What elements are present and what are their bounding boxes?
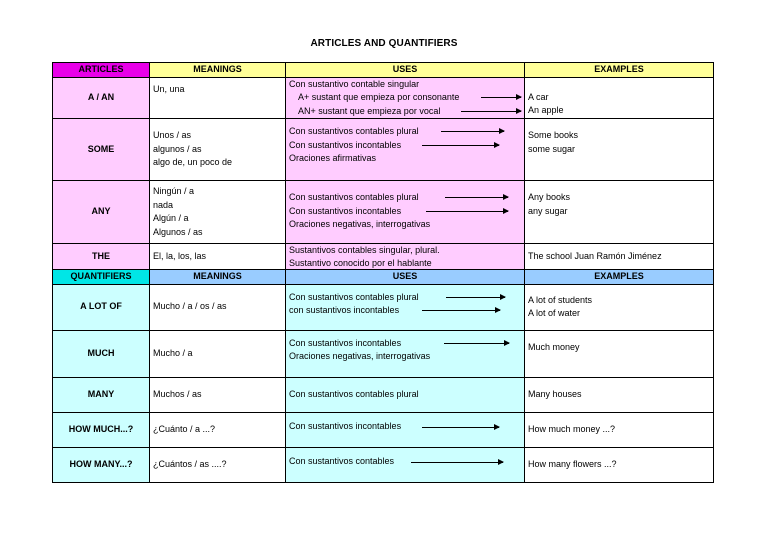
meanings-header: MEANINGS (150, 63, 286, 78)
uses-cell (286, 181, 525, 244)
arrow-icon (422, 427, 499, 428)
examples-cell (525, 244, 714, 270)
uses-cell (286, 244, 525, 270)
table-row (53, 284, 714, 330)
example-text: How much money ...? (528, 423, 616, 434)
meaning-text: ¿Cuántos / as ....? (153, 458, 227, 469)
use-text: Sustantivo conocido por el hablante (289, 257, 432, 268)
articles-header-row (53, 63, 714, 78)
arrow-icon (422, 145, 499, 146)
meaning-text: Un, una (153, 83, 185, 94)
meaning-text: algunos / as (153, 143, 202, 154)
meaning-text: Algún / a (153, 213, 189, 223)
example-text: The school Juan Ramón Jiménez (528, 250, 662, 261)
uses-cell (286, 119, 525, 181)
example-text: A car (528, 91, 549, 102)
uses-cell (286, 447, 525, 482)
arrow-icon (446, 297, 505, 298)
article-word: A / AN (53, 77, 150, 119)
page-title: ARTICLES AND QUANTIFIERS (310, 38, 458, 49)
use-text: Oraciones afirmativas (289, 153, 377, 163)
uses-cell (286, 77, 525, 119)
meaning-text: nada (153, 199, 174, 210)
examples-header: EXAMPLES (525, 63, 714, 78)
table-row (53, 244, 714, 270)
meaning-cell (150, 77, 286, 119)
example-text: Many houses (528, 388, 582, 399)
quantifiers-header-row (53, 270, 714, 285)
uses-cell (286, 377, 525, 412)
arrow-icon (411, 462, 503, 463)
meaning-text: El, la, los, las (153, 250, 207, 261)
use-text: Oraciones negativas, interrogativas (289, 219, 431, 229)
meanings-header: MEANINGS (150, 270, 286, 285)
use-text: AN+ sustant que empieza por vocal (298, 105, 441, 116)
example-text: An apple (528, 105, 564, 115)
quantifier-word: HOW MANY...? (53, 447, 150, 482)
examples-cell (525, 377, 714, 412)
quantifier-word: MANY (53, 377, 150, 412)
meaning-cell (150, 412, 286, 447)
examples-cell (525, 77, 714, 119)
use-text: Con sustantivos incontables (289, 420, 402, 431)
quantifier-word: A LOT OF (53, 284, 150, 330)
arrow-icon (426, 211, 508, 212)
meaning-cell (150, 377, 286, 412)
use-text: A+ sustant que empieza por consonante (298, 92, 460, 102)
use-text: Con sustantivos contables plural (289, 192, 419, 202)
example-text: any sugar (528, 205, 568, 216)
examples-cell (525, 284, 714, 330)
table-row (53, 181, 714, 244)
article-word: SOME (53, 119, 150, 181)
meaning-cell (150, 284, 286, 330)
use-text: Con sustantivos contables (289, 455, 395, 466)
uses-cell (286, 330, 525, 377)
use-text: Con sustantivos incontables (289, 139, 402, 150)
use-text: Con sustantivos contables plural (289, 291, 419, 302)
articles-header: ARTICLES (53, 63, 150, 78)
examples-cell (525, 330, 714, 377)
example-text: How many flowers ...? (528, 458, 617, 469)
arrow-icon (481, 97, 521, 98)
meaning-text: Algunos / as (153, 226, 203, 237)
quantifiers-header: QUANTIFIERS (53, 270, 150, 285)
arrow-icon (445, 197, 508, 198)
examples-cell (525, 412, 714, 447)
grammar-table (52, 62, 714, 483)
uses-header: USES (286, 270, 525, 285)
article-word: ANY (53, 181, 150, 244)
use-text: Con sustantivos contables plural (289, 126, 419, 136)
use-text: Sustantivos contables singular, plural. (289, 245, 440, 255)
meaning-cell (150, 181, 286, 244)
use-text: Con sustantivos incontables (289, 337, 402, 348)
meaning-cell (150, 447, 286, 482)
meaning-text: ¿Cuánto / a ...? (153, 423, 216, 434)
meaning-text: Muchos / as (153, 388, 202, 399)
uses-header: USES (286, 63, 525, 78)
example-text: Much money (528, 341, 580, 352)
table-row (53, 330, 714, 377)
uses-cell (286, 412, 525, 447)
arrow-icon (422, 310, 500, 311)
meaning-text: Mucho / a (153, 347, 193, 358)
table-row (53, 77, 714, 119)
use-text: Con sustantivos incontables (289, 205, 402, 216)
example-text: Some books (528, 130, 579, 140)
examples-cell (525, 181, 714, 244)
arrow-icon (441, 131, 504, 132)
example-text: some sugar (528, 143, 576, 154)
example-text: Any books (528, 192, 571, 202)
meaning-text: Mucho / a / os / as (153, 301, 227, 312)
meaning-cell (150, 119, 286, 181)
meaning-text: algo de, un poco de (153, 157, 233, 168)
table-row (53, 412, 714, 447)
use-text: con sustantivos incontables (289, 305, 400, 315)
use-text: Con sustantivo contable singular (289, 78, 420, 89)
article-word: THE (53, 244, 150, 270)
table-row (53, 377, 714, 412)
quantifier-word: MUCH (53, 330, 150, 377)
examples-header: EXAMPLES (525, 270, 714, 285)
meaning-cell (150, 330, 286, 377)
arrow-icon (461, 111, 521, 112)
quantifier-word: HOW MUCH...? (53, 412, 150, 447)
meaning-cell (150, 244, 286, 270)
meaning-text: Unos / as (153, 130, 192, 141)
use-text: Oraciones negativas, interrogativas (289, 351, 431, 361)
use-text: Con sustantivos contables plural (289, 388, 419, 399)
arrow-icon (444, 343, 509, 344)
table-row (53, 119, 714, 181)
table-row (53, 447, 714, 482)
example-text: A lot of water (528, 308, 581, 318)
meaning-text: Ningún / a (153, 186, 195, 196)
examples-cell (525, 119, 714, 181)
example-text: A lot of students (528, 294, 593, 305)
uses-cell (286, 284, 525, 330)
examples-cell (525, 447, 714, 482)
